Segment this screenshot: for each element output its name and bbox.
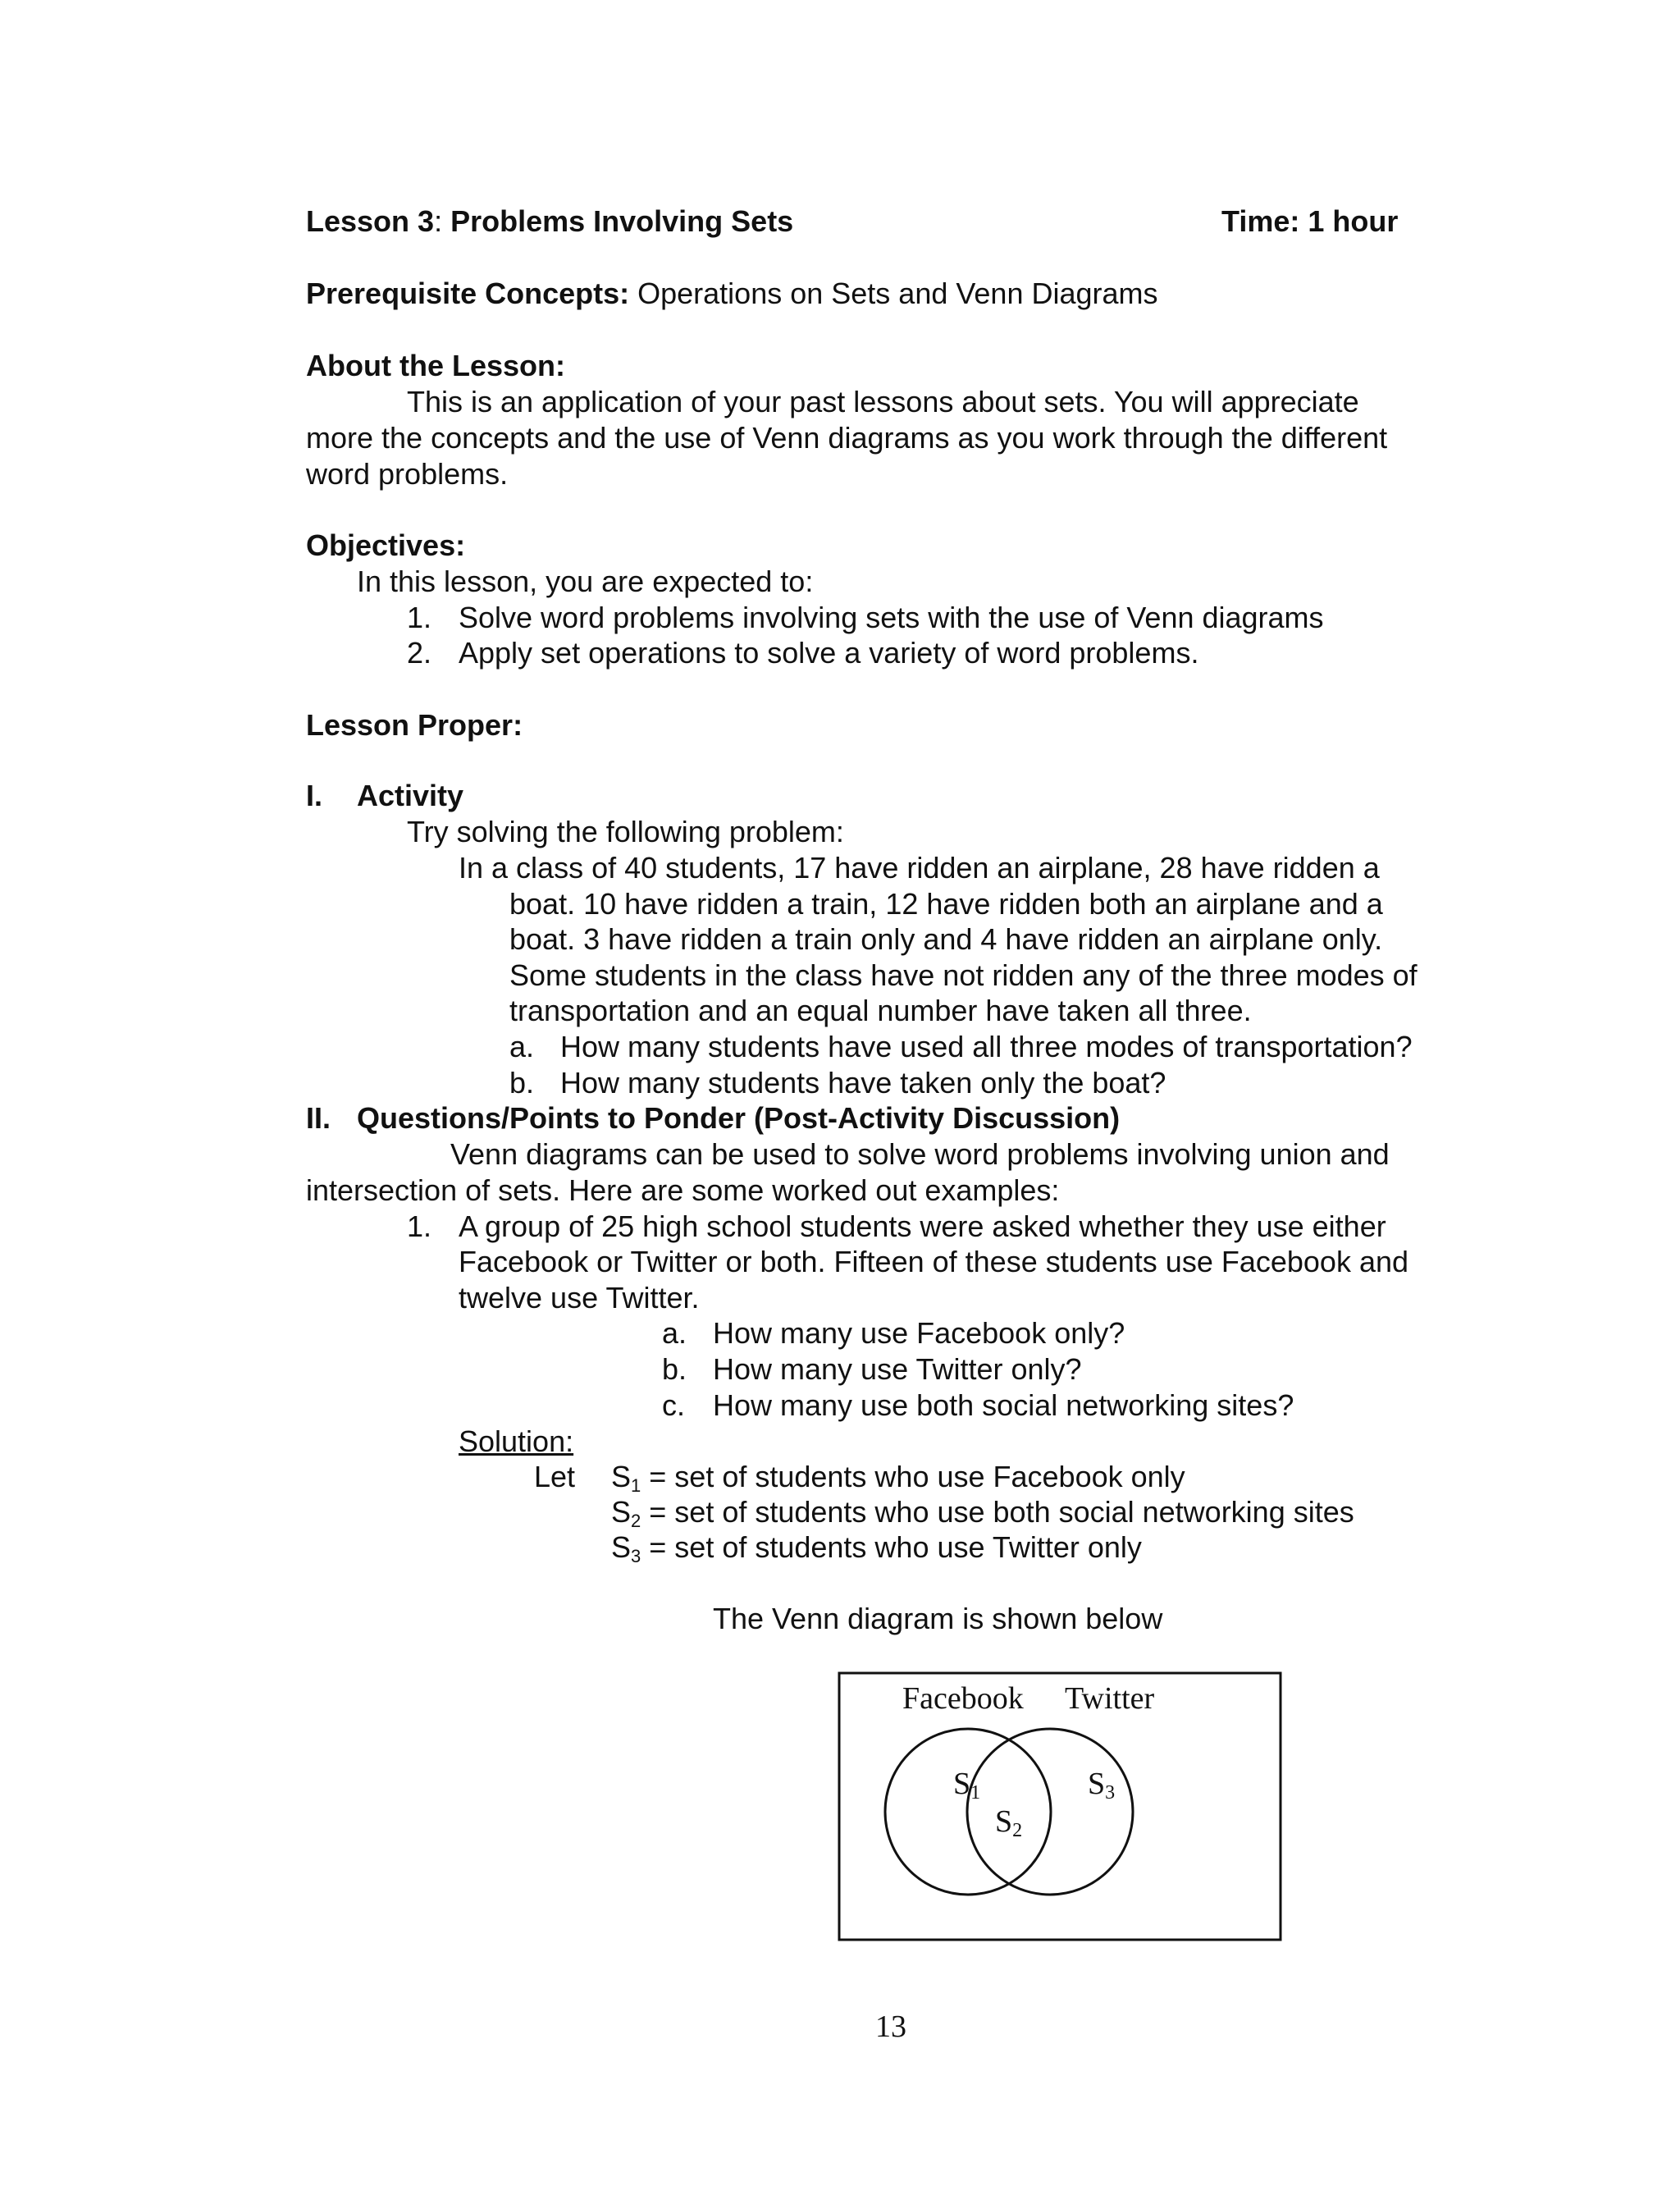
- example-question-letter-c: c.: [662, 1388, 686, 1422]
- lesson-heading: [306, 203, 793, 240]
- example-num: 1.: [407, 1209, 432, 1243]
- activity-question-letter-a: a.: [509, 1030, 535, 1063]
- about-heading: About the Lesson:: [306, 349, 565, 382]
- objective-text-2: Apply set operations to solve a variety of word problems.: [459, 636, 1199, 670]
- def-2-text: = set of students who use both social networking sites: [641, 1495, 1354, 1529]
- example-question-b: How many use Twitter only?: [713, 1352, 1082, 1386]
- venn-s1-sym: S: [953, 1767, 971, 1801]
- section-ii-intro-2: intersection of sets. Here are some worked out examples:: [306, 1173, 1060, 1207]
- venn-s3-sym: S: [1088, 1767, 1106, 1801]
- activity-question-letter-b: b.: [509, 1066, 535, 1100]
- section-ii-heading: Questions/Points to Ponder (Post-Activity Discussion): [357, 1101, 1121, 1135]
- example-line-2: Facebook or Twitter or both. Fifteen of these students use Facebook and: [459, 1245, 1409, 1278]
- activity-question-b: How many students have taken only the boat?: [560, 1066, 1166, 1100]
- about-line-2: more the concepts and the use of Venn diagrams as you work through the different: [306, 421, 1388, 455]
- venn-s2-sub: 2: [1012, 1820, 1023, 1841]
- venn-region-s2: [995, 1804, 1022, 1841]
- solution-def-2: [611, 1494, 1354, 1530]
- lesson-colon: :: [434, 204, 443, 238]
- venn-caption: The Venn diagram is shown below: [713, 1602, 1163, 1635]
- prerequisite-line: [306, 276, 1158, 312]
- about-line-3: word problems.: [306, 457, 509, 491]
- def-3-text: = set of students who use Twitter only: [641, 1530, 1142, 1564]
- venn-s2-sym: S: [995, 1804, 1013, 1839]
- section-ii-num: II.: [306, 1101, 331, 1135]
- objective-num-1: 1.: [407, 601, 432, 634]
- example-line-3: twelve use Twitter.: [459, 1281, 700, 1314]
- lesson-time: Time: 1 hour: [1221, 204, 1399, 238]
- section-ii-intro-1: Venn diagrams can be used to solve word problems involving union and: [450, 1137, 1390, 1171]
- example-question-letter-b: b.: [662, 1352, 687, 1386]
- def-1-text: = set of students who use Facebook only: [641, 1460, 1185, 1493]
- prerequisite-text: Operations on Sets and Venn Diagrams: [637, 277, 1158, 310]
- lesson-title: Problems Involving Sets: [450, 204, 794, 238]
- solution-let: Let: [534, 1460, 576, 1493]
- lesson-proper-heading: Lesson Proper:: [306, 708, 523, 742]
- activity-problem-line-4: Some students in the class have not ridden any of the three modes of: [509, 958, 1418, 992]
- activity-problem-line-2: boat. 10 have ridden a train, 12 have ridden both an airplane and a: [509, 887, 1383, 921]
- venn-diagram: [837, 1671, 1284, 1943]
- prerequisite-label: Prerequisite Concepts:: [306, 277, 630, 310]
- def-3-sym: S: [611, 1530, 632, 1564]
- def-1-sym: S: [611, 1460, 632, 1493]
- activity-problem-line-5: transportation and an equal number have taken all three.: [509, 994, 1252, 1027]
- activity-problem-line-3: boat. 3 have ridden a train only and 4 have ridden an airplane only.: [509, 922, 1383, 956]
- objective-num-2: 2.: [407, 636, 432, 670]
- objectives-intro: In this lesson, you are expected to:: [357, 565, 814, 598]
- activity-intro: Try solving the following problem:: [407, 815, 844, 848]
- def-1-sub: 1: [631, 1475, 641, 1496]
- example-line-1: A group of 25 high school students were asked whether they use either: [459, 1209, 1386, 1243]
- venn-s3-sub: 3: [1105, 1782, 1116, 1804]
- def-2-sym: S: [611, 1495, 632, 1529]
- lesson-label: Lesson 3: [306, 204, 435, 238]
- venn-label-twitter: Twitter: [1065, 1681, 1155, 1716]
- objective-text-1: Solve word problems involving sets with the use of Venn diagrams: [459, 601, 1324, 634]
- venn-label-facebook: Facebook: [902, 1681, 1024, 1716]
- def-2-sub: 2: [631, 1511, 641, 1531]
- solution-def-3: [611, 1529, 1142, 1566]
- example-question-a: How many use Facebook only?: [713, 1316, 1125, 1350]
- venn-region-s3: [1088, 1767, 1115, 1804]
- activity-heading: Activity: [357, 779, 464, 812]
- def-3-sub: 3: [631, 1546, 641, 1566]
- page-number: 13: [875, 2009, 906, 2044]
- example-question-c: How many use both social networking sites?: [713, 1388, 1294, 1422]
- activity-problem-line-1: In a class of 40 students, 17 have ridden an airplane, 28 have ridden a: [459, 851, 1380, 885]
- venn-s1-sub: 1: [970, 1782, 981, 1804]
- example-question-letter-a: a.: [662, 1316, 687, 1350]
- activity-question-a: How many students have used all three modes of transportation?: [560, 1030, 1413, 1063]
- objectives-heading: Objectives:: [306, 528, 466, 562]
- solution-def-1: [611, 1459, 1185, 1495]
- solution-label: Solution:: [459, 1424, 574, 1458]
- activity-num: I.: [306, 779, 323, 812]
- about-line-1: This is an application of your past lessons about sets. You will appreciate: [407, 385, 1359, 418]
